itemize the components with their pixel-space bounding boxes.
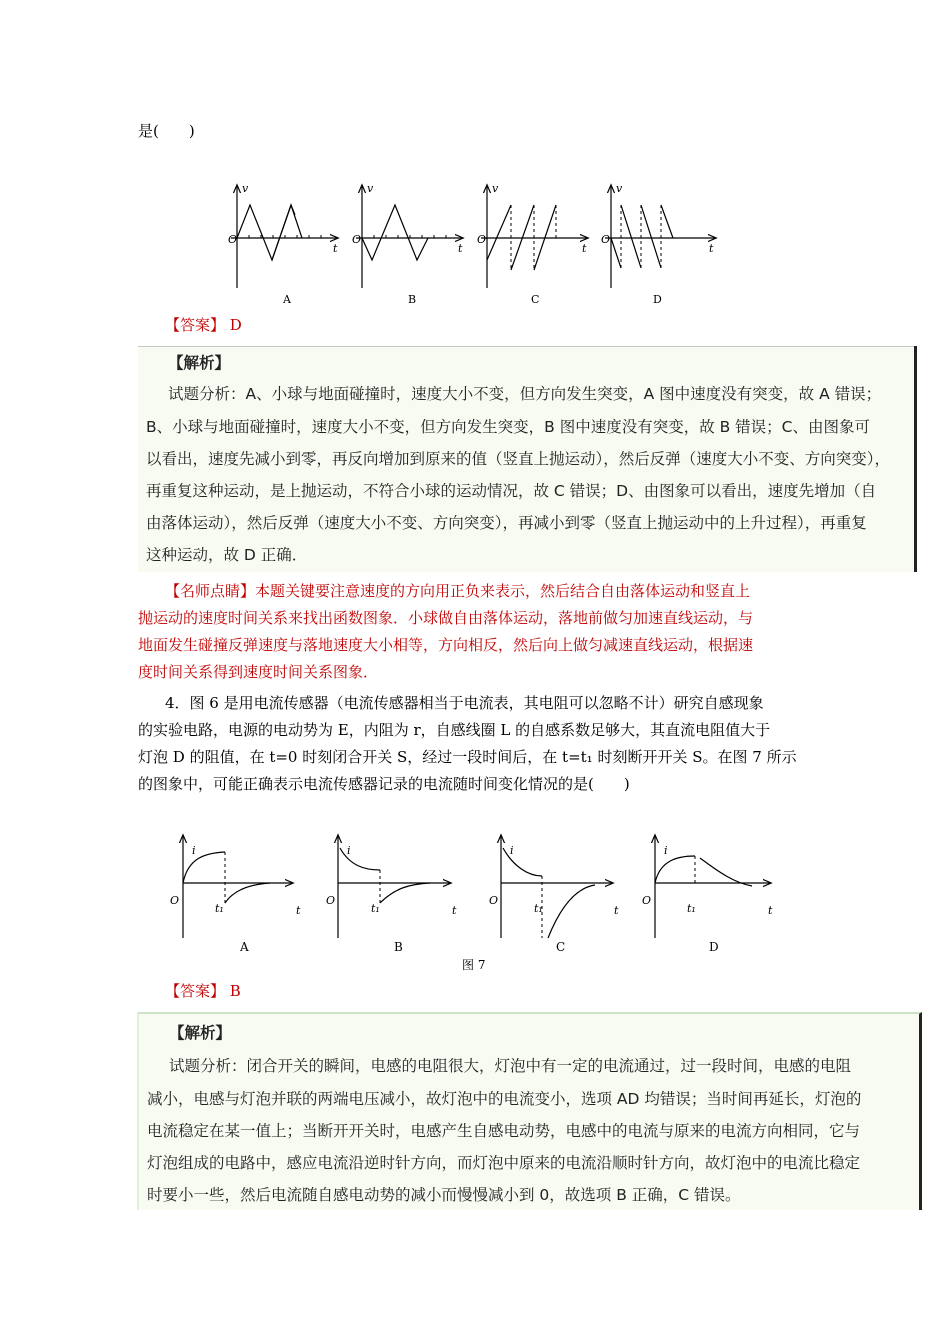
- q3-answer: [165, 312, 242, 339]
- q4-graph-label-b: B: [394, 940, 403, 954]
- q4-answer-value: B: [229, 982, 241, 1000]
- q4-answer: [165, 978, 241, 1005]
- question-3-tail: 是( ): [138, 122, 195, 140]
- q4-a-t-label: t: [296, 904, 301, 917]
- q4-graph-label-a: A: [240, 940, 249, 954]
- q3-graph-c: [481, 186, 587, 288]
- q3-analysis-line-5: 由落体运动），然后反弹（速度大小不变、方向突变），再减小到零（竖直上抛运动中的上升过程），再重复: [146, 514, 867, 532]
- q4-analysis-heading: 【解析】: [169, 1024, 232, 1042]
- q3-c-origin: O: [477, 233, 487, 246]
- q3-b-origin: O: [352, 233, 362, 246]
- q3-a-v-label: v: [242, 182, 249, 195]
- q3-d-origin: O: [601, 233, 611, 246]
- q4-b-origin: O: [326, 894, 336, 907]
- q4-c-t1: t₁: [534, 902, 543, 915]
- q4-c-origin: O: [489, 894, 499, 907]
- q4-graph-d: [655, 836, 770, 938]
- q4-analysis-line-1: 试题分析：闭合开关的瞬间，电感的电阻很大，灯泡中有一定的电流通过，过一段时间，电感的电阻: [169, 1057, 852, 1075]
- q3-c-v-label: v: [492, 182, 499, 195]
- q3-a-t-label: t: [333, 242, 338, 255]
- q3-graph-a: [231, 186, 337, 288]
- q4-analysis-line-4: 灯泡组成的电路中，感应电流沿逆时针方向，而灯泡中原来的电流沿顺时针方向，故灯泡中的电流比稳定: [147, 1154, 861, 1172]
- q4-line-4: 的图象中，可能正确表示电流传感器记录的电流随时间变化情况的是( ): [138, 775, 630, 793]
- q4-graph-label-d: D: [709, 940, 719, 954]
- q4-a-t1: t₁: [215, 902, 224, 915]
- q4-c-t-label: t: [614, 904, 619, 917]
- q4-d-origin: O: [642, 894, 652, 907]
- q3-answer-value: D: [229, 316, 242, 334]
- q4-line-3: 灯泡 D 的阻值，在 t=0 时刻闭合开关 S，经过一段时间后，在 t=t₁ 时刻断开开关 S。在图 7 所示: [138, 748, 797, 766]
- q3-analysis-line-3: 以看出，速度先减小到零，再反向增加到原来的值（竖直上抛运动），然后反弹（速度大小不变、方向突变），: [146, 450, 891, 468]
- q3-tip-line-1: [165, 578, 750, 605]
- q4-d-t1: t₁: [687, 902, 696, 915]
- q3-tip-label: 【名师点睛】: [165, 582, 256, 600]
- q4-d-i-label: i: [664, 844, 668, 857]
- q4-line-2: 的实验电路，电源的电动势为 E，内阻为 r，自感线圈 L 的自感系数足够大，其直流电阻值大于: [138, 721, 771, 739]
- q3-analysis-box: [138, 346, 917, 572]
- q3-c-t-label: t: [582, 242, 587, 255]
- q4-graph-label-c: C: [556, 940, 566, 954]
- q4-analysis-line-5: 时要小一些，然后电流随自感电动势的减小而慢慢减小到 0，故选项 B 正确，C 错误。: [147, 1186, 741, 1204]
- q3-graph-label-d: D: [653, 293, 662, 306]
- q4-d-t-label: t: [768, 904, 773, 917]
- q4-analysis-line-3: 电流稳定在某一值上；当断开开关时，电感产生自感电动势，电感中的电流与原来的电流方向相同，它与: [147, 1122, 861, 1140]
- q3-velocity-graphs: [225, 180, 725, 310]
- q3-answer-label: 【答案】: [165, 316, 226, 334]
- q3-analysis-line-4: 再重复这种运动，是上抛运动，不符合小球的运动情况，故 C 错误；D、由图象可以看出，速度先增加（自: [146, 482, 877, 500]
- q3-analysis-line-6: 这种运动，故 D 正确．: [146, 546, 308, 564]
- q4-c-i-label: i: [510, 844, 514, 857]
- q3-b-v-label: v: [367, 182, 374, 195]
- q4-a-i-label: i: [192, 844, 196, 857]
- q3-analysis-line-1: 试题分析：A、小球与地面碰撞时，速度大小不变，但方向发生突变，A 图中速度没有突变，故 A 错误；: [168, 385, 882, 403]
- q3-d-t-label: t: [709, 242, 714, 255]
- q4-b-i-label: i: [347, 844, 351, 857]
- q3-graph-label-b: B: [408, 293, 417, 306]
- q4-analysis-line-2: 减小，电感与灯泡并联的两端电压减小，故灯泡中的电流变小，选项 AD 均错误；当时间再延长，灯泡的: [147, 1090, 862, 1108]
- q4-line-1: 4．图 6 是用电流传感器（电流传感器相当于电流表，其电阻可以忽略不计）研究自感现象: [165, 694, 764, 712]
- q4-answer-label: 【答案】: [165, 982, 226, 1000]
- q3-tip-line-4: 度时间关系得到速度时间关系图象．: [138, 663, 379, 681]
- q3-b-t-label: t: [458, 242, 463, 255]
- q4-b-t-label: t: [452, 904, 457, 917]
- q3-tip-line-2: 抛运动的速度时间关系来找出函数图象．小球做自由落体运动，落地前做匀加速直线运动，与: [138, 609, 754, 627]
- q3-tip-text-1: 本题关键要注意速度的方向用正负来表示，然后结合自由落体运动和竖直上: [255, 582, 751, 600]
- q4-b-t1: t₁: [371, 902, 380, 915]
- q4-graph-c: [501, 836, 612, 938]
- q4-a-origin: O: [170, 894, 180, 907]
- q3-tip-line-3: 地面发生碰撞反弹速度与落地速度大小相等，方向相反，然后向上做匀减速直线运动，根据速: [138, 636, 754, 654]
- q4-figure-caption: 图 7: [462, 958, 486, 972]
- q3-graph-d: [605, 186, 715, 288]
- q4-current-graphs: [160, 828, 800, 978]
- q3-analysis-heading: 【解析】: [168, 354, 231, 372]
- q3-graph-label-a: A: [283, 293, 291, 306]
- q3-a-origin: O: [228, 233, 238, 246]
- q3-d-v-label: v: [616, 182, 623, 195]
- q4-graph-b: [338, 836, 450, 938]
- q3-graph-label-c: C: [531, 293, 540, 306]
- q3-graph-b: [356, 186, 462, 288]
- q4-graph-a: [183, 836, 292, 938]
- q4-analysis-box: [137, 1012, 922, 1210]
- q3-analysis-line-2: B、小球与地面碰撞时，速度大小不变，但方向发生突变，B 图中速度没有突变，故 B 错误；C、由图象可: [146, 418, 871, 436]
